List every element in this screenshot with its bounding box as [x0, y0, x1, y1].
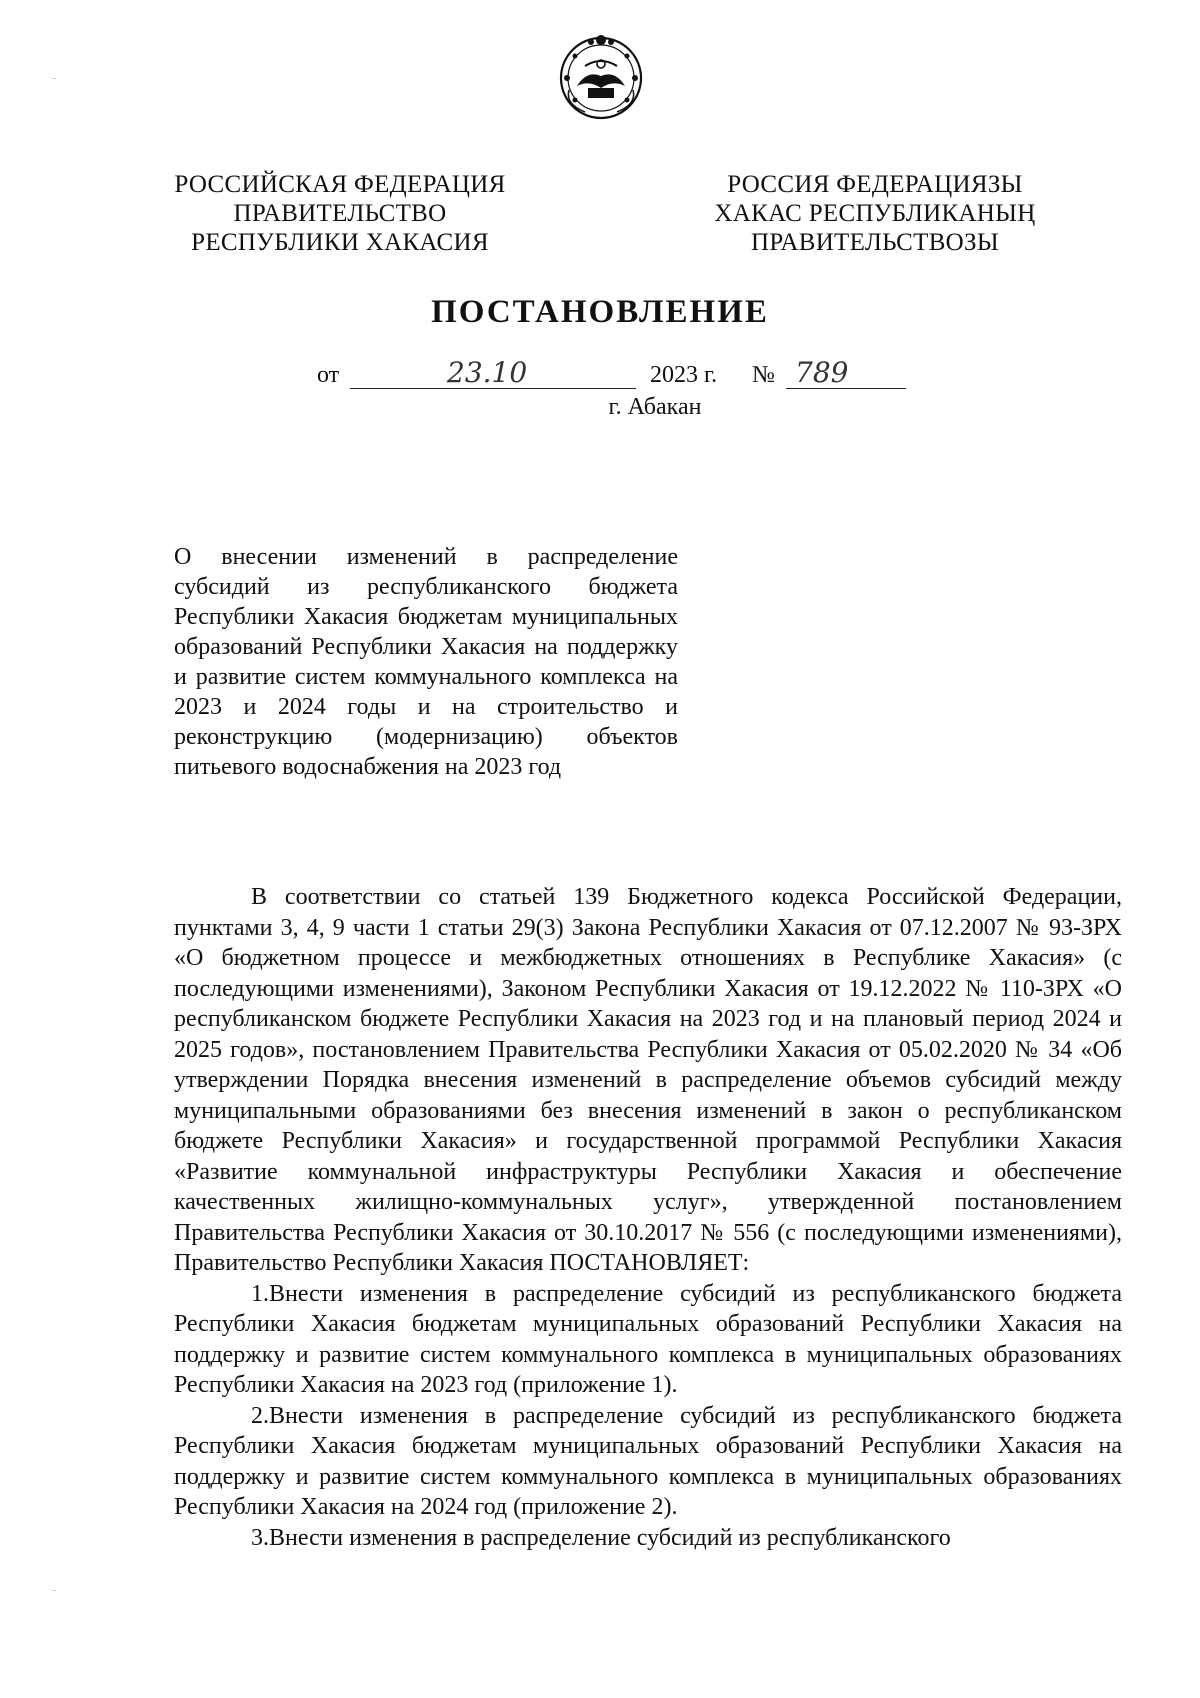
header-left-line-3: РЕСПУБЛИКИ ХАКАСИЯ [191, 229, 489, 256]
number-label: № [752, 362, 775, 388]
header-right-line-2: ХАКАС РЕСПУБЛИКАНЫҢ [714, 200, 1036, 227]
date-year: 2023 г. [650, 362, 718, 388]
header-right [700, 170, 1050, 257]
document-type-title: ПОСТАНОВЛЕНИЕ [431, 294, 769, 330]
coat-of-arms-icon [555, 30, 647, 122]
preamble-paragraph: В соответствии со статьей 139 Бюджетного кодекса Российской Федерации, пунктами 3, 4, 9 части 1 статьи 29(3) Закона Республики Хакасия от 07.12.2007 № 93-ЗРХ «О бюджетном процессе и межбюджетных отношениях в Республике Хакасия» (с последующими изменениями), Законом Республики Хакасия от 19.12.2022 № 110-ЗРХ «О республиканском бюджете Республики Хакасия на 2023 год и на плановый период 2024 и 2025 годов», постановлением Правительства Республики Хакасия от 05.02.2020 № 34 «Об утверждении Порядка внесения изменений в распределение объемов субсидий между муниципальными образованиями без внесения изменений в закон о республиканском бюджете Республики Хакасия» и государственной программой Республики Хакасия «Развитие коммунальной инфраструктуры Республики Хакасия и обеспечение качественных жилищно-коммунальных услуг», утвержденной постановлением Правительства Республики Хакасия от 30.10.2017 № 556 (с последующими изменениями), Правительство Республики Хакасия ПОСТАНОВЛЯЕТ: [174, 884, 1122, 1276]
scan-edge-mark [52, 1590, 56, 1591]
list-item [174, 1523, 1122, 1554]
document-subject: О внесении изменений в распределение субсидий из республиканского бюджета Республики Хакасия бюджетам муниципальных образований Республики Хакасия на поддержку и развитие систем коммунального комплекса на 2023 и 2024 годы и на строительство и реконструкцию (модернизацию) объектов питьевого водоснабжения на 2023 год [174, 544, 678, 780]
header-left-line-1: РОССИЙСКАЯ ФЕДЕРАЦИЯ [174, 171, 506, 198]
list-item [174, 1401, 1122, 1523]
item-number: 3. [251, 1524, 269, 1551]
item-text: Внести изменения в распределение субсидий из республиканского бюджета Республики Хакасия бюджетам муниципальных образований Республики Хакасия на поддержку и развитие систем коммунального комплекса в муниципальных образованиях Республики Хакасия на 2023 год (приложение 1). [174, 1280, 1122, 1398]
date-from-label: от [317, 362, 340, 388]
header-right-line-3: ПРАВИТЕЛЬСТВОЗЫ [751, 229, 999, 256]
item-number: 1. [251, 1280, 269, 1307]
item-text: Внести изменения в распределение субсидий из республиканского бюджета Республики Хакасия бюджетам муниципальных образований Республики Хакасия на поддержку и развитие систем коммунального комплекса в муниципальных образованиях Республики Хакасия на 2024 год (приложение 2). [174, 1402, 1122, 1520]
city-name: г. Абакан [608, 394, 702, 420]
scan-edge-mark [52, 78, 56, 79]
header-right-line-1: РОССИЯ ФЕДЕРАЦИЯЗЫ [727, 171, 1023, 198]
handwritten-date: 23.10 [447, 356, 528, 389]
handwritten-number: 789 [795, 356, 849, 389]
document-body [174, 882, 1122, 1553]
header-left [170, 170, 510, 257]
list-item [174, 1279, 1122, 1401]
item-text: Внести изменения в распределение субсидий из республиканского [269, 1524, 951, 1551]
header-left-line-2: ПРАВИТЕЛЬСТВО [233, 200, 447, 227]
item-number: 2. [251, 1402, 269, 1429]
